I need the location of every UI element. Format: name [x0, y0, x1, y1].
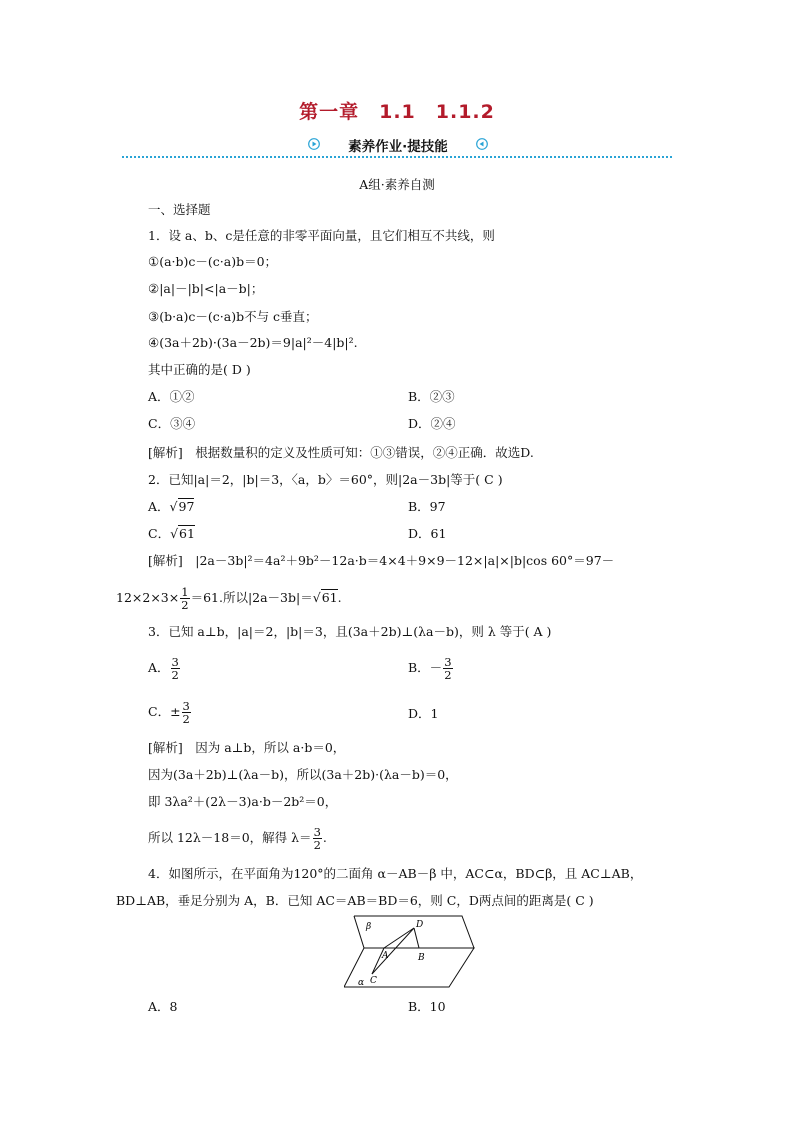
fig-label-b: B	[418, 953, 425, 963]
q3-analysis-line-2: 因为(3a＋2b)⊥(λa－b)，所以(3a＋2b)·(λa－b)＝0，	[148, 767, 458, 782]
fig-label-d: D	[416, 920, 424, 930]
q1-option-c: C．③④	[148, 416, 196, 431]
q3-option-c: C．± $\frac{3}{2}$	[148, 699, 190, 726]
q1-option-d: D．②④	[408, 416, 456, 431]
q4-line-1: 4．如图所示，在平面角为120°的二面角 α－AB－β 中，AC⊂α，BD⊂β，且 AC⊥AB，	[148, 866, 643, 881]
q4-option-b: B．10	[408, 999, 446, 1014]
banner-divider	[122, 156, 672, 158]
dihedral-angle-figure	[344, 912, 480, 992]
q2-option-d: D．61	[408, 526, 447, 541]
q3-analysis-line-1: [解析] 因为 a⊥b，所以 a·b＝0，	[148, 740, 346, 755]
q4-line-2: BD⊥AB，垂足分别为 A，B．已知 AC＝AB＝BD＝6，则 C，D两点间的距离是( C )	[116, 893, 594, 908]
q3-option-d: D．1	[408, 706, 439, 721]
part-heading: 一、选择题	[148, 202, 211, 217]
q2-stem: 2．已知|a|＝2，|b|＝3，〈a，b〉＝60°，则|2a－3b|等于( C )	[148, 472, 503, 487]
q3-stem: 3．已知 a⊥b，|a|＝2，|b|＝3，且(3a＋2b)⊥(λa－b)，则 λ 等于( A )	[148, 624, 552, 639]
fig-label-alpha: α	[358, 978, 365, 988]
q1-analysis: [解析] 根据数量积的定义及性质可知：①③错误，②④正确．故选D.	[148, 445, 534, 460]
q2-option-c: C．√61	[148, 526, 195, 541]
q1-statement-1: ①(a·b)c－(c·a)b＝0；	[148, 254, 278, 269]
fraction: $\frac{1}{2}$	[181, 585, 189, 612]
fig-label-beta: β	[366, 922, 372, 932]
q2-analysis-line-2: 12×2×3× $\frac{1}{2}$ ＝61.所以|2a－3b|＝√61.	[116, 585, 342, 612]
fig-label-c: C	[370, 976, 377, 986]
q2-option-b: B．97	[408, 499, 446, 514]
banner-label: 素养作业·提技能	[348, 139, 448, 155]
banner	[302, 134, 494, 154]
q3-analysis-line-3: 即 3λa²＋(2λ－3)a·b－2b²＝0，	[148, 794, 338, 809]
q2-analysis-line-1: [解析] |2a－3b|²＝4a²＋9b²－12a·b＝4×4＋9×9－12×|a|×|b|cos 60°＝97－	[148, 553, 615, 568]
q1-option-b: B．②③	[408, 389, 455, 404]
section-title: A组·素养自测	[359, 177, 435, 192]
q2-option-a: A．√97	[148, 499, 195, 514]
q1-ask: 其中正确的是( D )	[148, 362, 251, 377]
play-left-icon	[476, 138, 488, 150]
q1-statement-3: ③(b·a)c－(c·a)b不与 c垂直；	[148, 309, 318, 324]
page-title: 第一章 1.1 1.1.2	[299, 101, 495, 123]
fig-label-a: A	[382, 951, 389, 961]
q3-analysis-line-4: 所以 12λ－18＝0，解得 λ＝ $\frac{3}{2}$ .	[148, 825, 327, 852]
q1-option-a: A．①②	[148, 389, 195, 404]
q1-statement-4: ④(3a＋2b)·(3a－2b)＝9|a|²－4|b|².	[148, 335, 358, 350]
q4-option-a: A．8	[148, 999, 178, 1014]
q3-option-b: B．－ $\frac{3}{2}$	[408, 655, 452, 682]
q3-option-a: A． $\frac{3}{2}$	[148, 655, 179, 682]
q1-statement-2: ②|a|－|b|<|a－b|；	[148, 281, 264, 296]
q1-stem: 1．设 a、b、c是任意的非零平面向量，且它们相互不共线，则	[148, 228, 495, 243]
